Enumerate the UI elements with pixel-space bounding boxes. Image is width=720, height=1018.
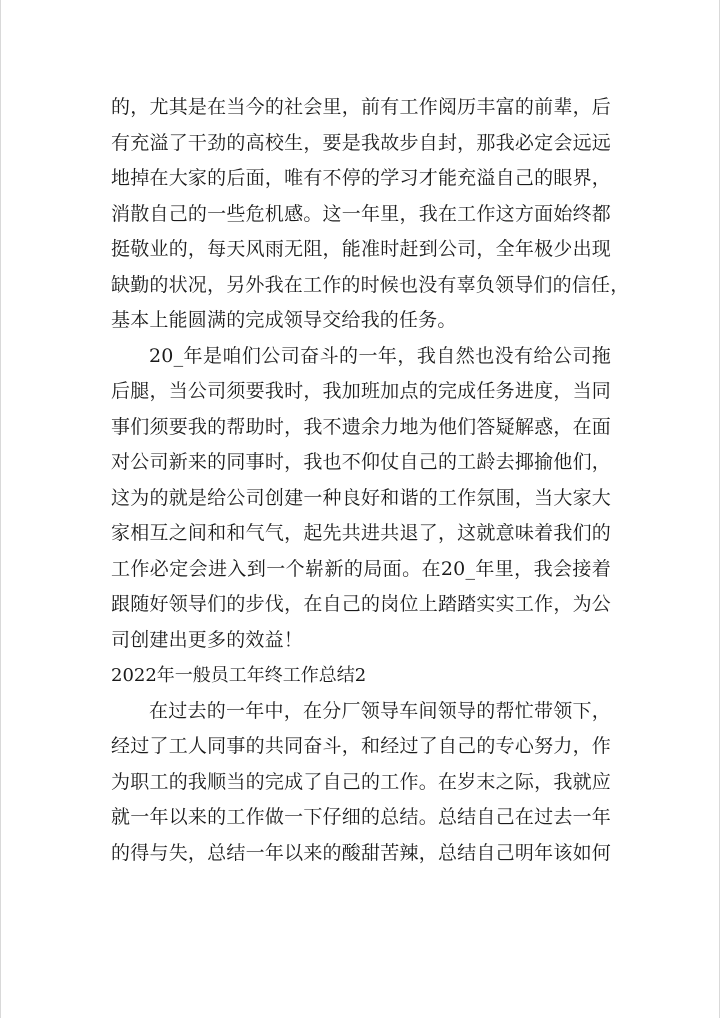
text-line: 就一年以来的工作做一下仔细的总结。总结自己在过去一年 [111,806,611,828]
text-line: 的得与失，总结一年以来的酸甜苦辣，总结自己明年该如何 [111,841,611,864]
text-line: 这为的就是给公司创建一种良好和谐的工作氛围，当大家大 [111,486,611,509]
section-heading: 2022年一般员工年终工作总结2 [111,665,367,686]
text-line: 20_年是咱们公司奋斗的一年，我自然也没有给公司拖 [149,344,611,367]
paragraph-2 [111,339,611,659]
text-line: 事们须要我的帮助时，我不遗余力地为他们答疑解惑，在面 [111,415,611,438]
text-line: 为职工的我顺当的完成了自己的工作。在岁末之际，我就应 [111,770,611,793]
text-line: 基本上能圆满的完成领导交给我的任务。 [111,309,457,331]
text-line: 消散自己的一些危机感。这一年里，我在工作这方面始终都 [111,202,611,225]
text-line: 司创建出更多的效益！ [111,628,304,651]
text-line: 有充溢了干劲的高校生，要是我故步自封，那我必定会远远 [111,131,611,154]
text-line: 对公司新来的同事时，我也不仰仗自己的工龄去揶揄他们， [111,451,611,473]
document-body [111,90,630,871]
text-line: 在过去的一年中，在分厂领导车间领导的帮忙带领下， [149,699,611,722]
paragraph-1 [111,90,630,339]
text-line: 家相互之间和和气气，起先共进共退了，这就意味着我们的 [111,522,611,544]
text-line: 地掉在大家的后面，唯有不停的学习才能充溢自己的眼界， [111,167,611,189]
text-line: 工作必定会进入到一个崭新的局面。在20_年里，我会接着 [111,557,611,580]
text-line: 挺敬业的，每天风雨无阻，能准时赶到公司，全年极少出现 [111,238,611,260]
paragraph-3 [111,694,611,872]
text-line: 跟随好领导们的步伐，在自己的岗位上踏踏实实工作，为公 [111,593,611,615]
text-line: 经过了工人同事的共同奋斗，和经过了自己的专心努力，作 [111,735,611,757]
text-line: 的，尤其是在当今的社会里，前有工作阅历丰富的前辈，后 [111,96,611,118]
text-line: 后腿，当公司须要我时，我加班加点的完成任务进度，当同 [111,380,611,402]
text-line: 缺勤的状况，另外我在工作的时候也没有辜负领导们的信任， [111,273,630,296]
